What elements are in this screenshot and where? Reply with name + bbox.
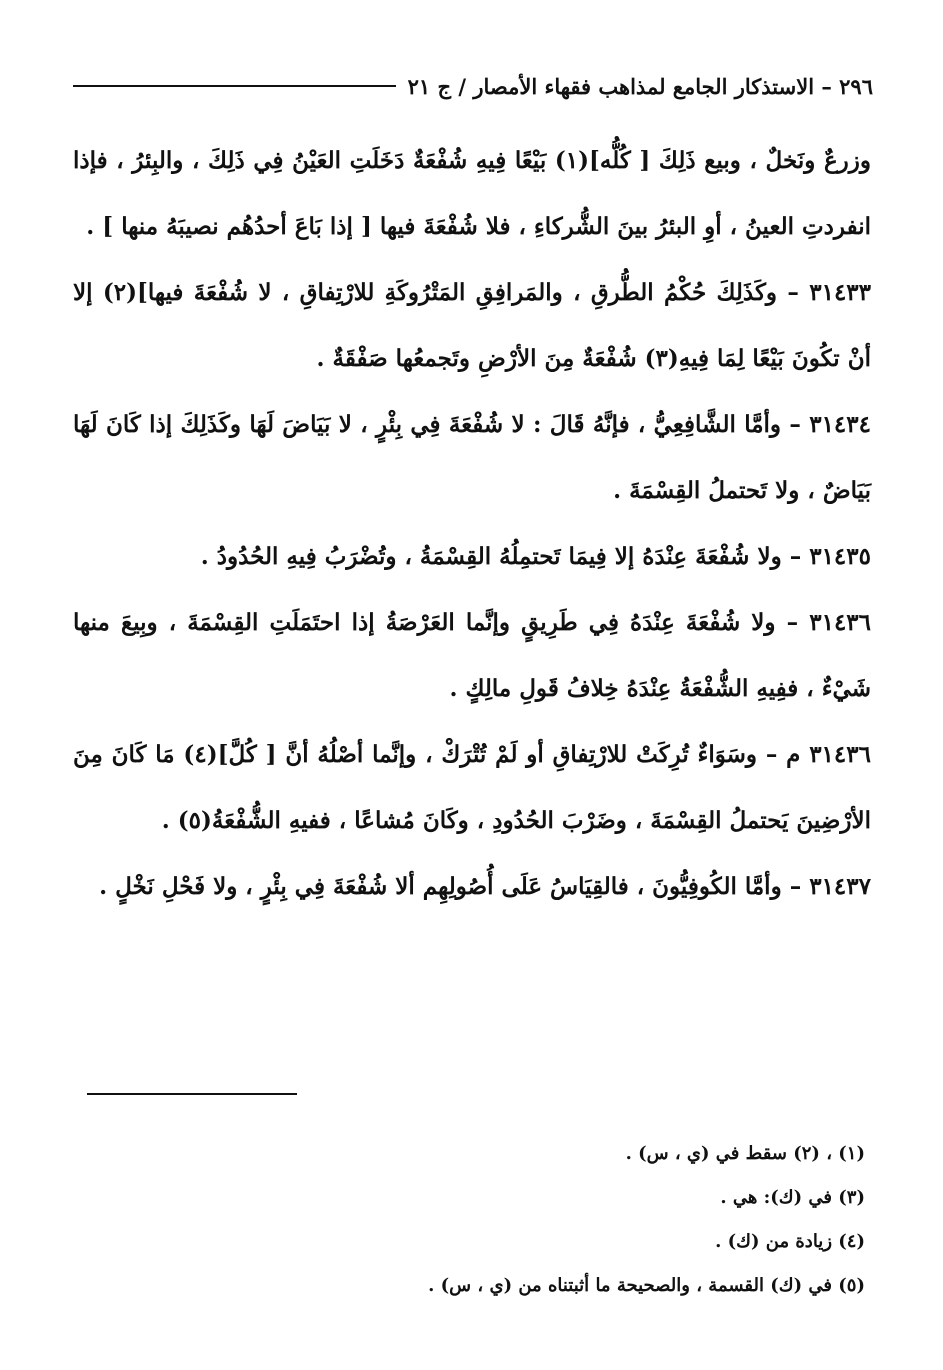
paragraph-text: وكَذَلِكَ حُكْمُ الطُّرقِ ، والمَرافِقِ المَتْرُوكَةِ للارْتِفاقِ ، لا شُفْعَةَ فيها](٢) إلا أنْ تكُونَ بَيْعًا لِمَا فِيهِ(٣) شُفْعَةٌ مِنَ الأرْضِ وتَجمعُها صَفْقَةٌ . xyxy=(73,279,871,372)
paragraph-text: وأمَّا الكُوفِيُّونَ ، فالقِيَاسُ عَلَى أُصُولِهِم ألا شُفْعَةَ فِي بِئْرٍ ، ولا فَحْلِ نَخْلٍ . xyxy=(99,873,782,900)
footnote-separator xyxy=(87,1093,297,1095)
paragraph-text: وأمَّا الشَّافِعِيُّ ، فإنَّهُ قَالَ : لا شُفْعَةَ فِي بِئْرٍ ، لا بَيَاضَ لَهَا وكَذَلِكَ إذا كَانَ لَهَا بَيَاضٌ ، ولا تَحتملُ القِسْمَةَ . xyxy=(73,411,871,504)
paragraph-number: ٣١٤٣٣ – xyxy=(787,279,872,306)
header-rule xyxy=(73,85,396,87)
paragraph-31437 xyxy=(73,854,871,920)
footnote-1-2: (١) ، (٢) سقط في (ي ، س) . xyxy=(625,1143,865,1164)
footnotes xyxy=(75,1132,865,1308)
page-header xyxy=(73,68,873,104)
main-text xyxy=(73,128,871,920)
paragraph-number: ٣١٤٣٦ م – xyxy=(765,741,871,768)
running-title: ٢٩٦ – الاستذكار الجامع لمذاهب فقهاء الأمصار / ج ٢١ xyxy=(407,73,873,99)
footnote-5: (٥) في (ك) القسمة ، والصحيحة ما أثبتناه من (ي ، س) . xyxy=(428,1275,865,1296)
paragraph-continuation xyxy=(73,128,871,260)
paragraph-number: ٣١٤٣٦ – xyxy=(786,609,872,636)
paragraph-31433 xyxy=(73,260,871,392)
paragraph-31435 xyxy=(73,524,871,590)
paragraph-text: ولا شُفْعَةَ عِنْدَهُ إلا فِيمَا تَحتمِلُهُ القِسْمَةُ ، وتُضْرَبُ فِيهِ الحُدُودُ . xyxy=(200,543,782,570)
paragraph-31436 xyxy=(73,590,871,722)
paragraph-number: ٣١٤٣٤ – xyxy=(789,411,871,438)
paragraph-number: ٣١٤٣٧ – xyxy=(789,873,871,900)
paragraph-text: وزرعٌ ونَخلٌ ، وبيع ذَلِكَ [ كُلُّه](١) بَيْعًا فِيهِ شُفْعَةٌ دَخَلَتِ العَيْنُ فِي ذَلِكَ ، والبِئرُ ، فإذا انفردتِ العينُ ، أوِ البئرُ بينَ الشُّركاءِ ، فلا شُفْعَةَ فيها [ إذا بَاعَ أحدُهُم نصيبَهُ منها ] . xyxy=(73,147,872,240)
footnote-3: (٣) في (ك): هي . xyxy=(720,1187,865,1208)
paragraph-31434 xyxy=(73,392,871,524)
paragraph-text: وسَوَاءٌ تُرِكَتْ للارْتِفاقِ أو لَمْ تُتْرَكْ ، وإنَّما أصْلُهُ أنَّ [ كُلَّ](٤) مَا كَانَ مِنَ الأرْضِينَ يَحتملُ القِسْمَةَ ، وضَرْبَ الحُدُودِ ، وكَانَ مُشاعًا ، ففيهِ الشُّفْعَةُ(٥) . xyxy=(73,741,871,834)
paragraph-31436m xyxy=(73,722,871,854)
paragraph-number: ٣١٤٣٥ – xyxy=(789,543,871,570)
paragraph-text: ولا شُفْعَةَ عِنْدَهُ فِي طَرِيقٍ وإنَّما العَرْصَةُ إذا احتَمَلَتِ القِسْمَةَ ، وبِيعَ منها شَيْءٌ ، ففِيهِ الشُّفْعَةُ عِنْدَهُ خِلافُ قَولِ مالِكٍ . xyxy=(73,609,871,702)
footnote-4: (٤) زيادة من (ك) . xyxy=(715,1231,865,1252)
